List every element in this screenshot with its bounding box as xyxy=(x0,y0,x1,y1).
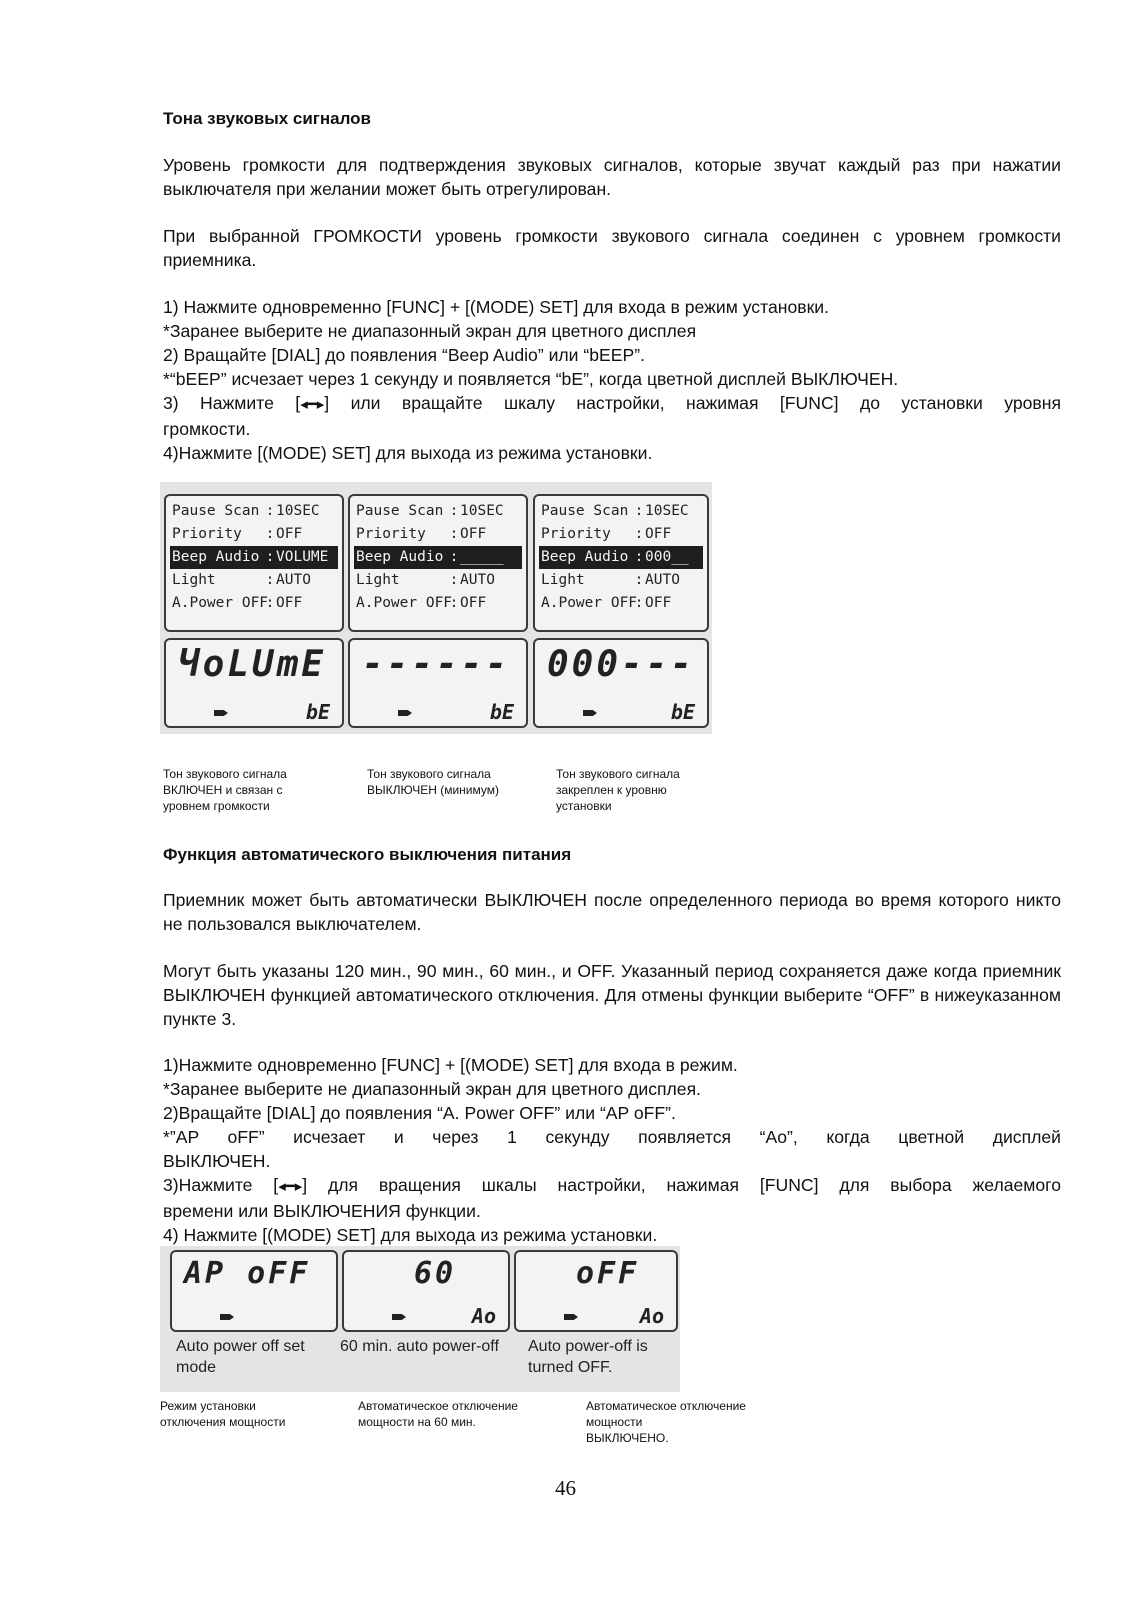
step-line: 3)Нажмите [◂━▸] для вращения шкалы настройки, нажимая [FUNC] для выбора желаемого xyxy=(163,1175,1061,1195)
menu-row: Light : AUTO xyxy=(356,572,495,588)
step-line: 1) Нажмите одновременно [FUNC] + [(MODE) SET] для входа в режим установки. xyxy=(163,297,829,317)
paragraph-auto-off: Приемник может быть автоматически ВЫКЛЮЧЕН после определенного периода во время которого никто не пользовался выключателем. xyxy=(163,890,1061,934)
beep-screens-figure xyxy=(160,482,712,734)
menu-row: Pause Scan : 10SEC xyxy=(541,503,689,519)
steps-auto-off xyxy=(163,1053,1061,1247)
section-heading-beep-tones: Тона звуковых сигналов xyxy=(163,109,372,128)
paragraph-beep-volume: Уровень громкости для подтверждения звуковых сигналов, которые звучат каждый раз при нажатии выключателя при желании может быть отрегулирован. xyxy=(163,155,1061,199)
segment-display-2 xyxy=(348,638,528,728)
segment-sub-text: bE xyxy=(670,700,695,724)
step-line: *Заранее выберите не диапазонный экран для цветного дисплея xyxy=(163,321,697,341)
menu-row-selected: Beep Audio : 000__ xyxy=(539,546,703,569)
menu-row: Priority : OFF xyxy=(541,526,672,542)
segment-sub-text: Ao xyxy=(639,1304,664,1328)
step-line: 4) Нажмите [(MODE) SET] для выхода из режима установки. xyxy=(163,1225,658,1245)
menu-row-selected: Beep Audio : _____ xyxy=(354,546,522,569)
segment-display-1 xyxy=(164,638,344,728)
menu-row-selected: Beep Audio : VOLUME xyxy=(170,546,338,569)
segment-main-text: 000--- xyxy=(547,644,696,685)
segment-sub-text: Ao xyxy=(471,1304,496,1328)
paragraph-periods: Могут быть указаны 120 мин., 90 мин., 60 мин., и OFF. Указанный период сохраняется даже когда приемник ВЫКЛЮЧЕН функцией автоматического отключения. Для отмены функции выберите “OFF” в нижеуказанном пункте 3. xyxy=(163,961,1061,1029)
figure-caption-en-2: 60 min. auto power-off xyxy=(340,1338,499,1355)
segment-main-text: ------ xyxy=(362,644,511,685)
caption-beep-2: Тон звукового сигнала ВЫКЛЮЧЕН (минимум) xyxy=(367,767,499,797)
caption-autooff-2: Автоматическое отключение мощности на 60 мин. xyxy=(358,1399,518,1429)
figure-caption-en-3: Auto power-off is turned OFF. xyxy=(528,1338,648,1376)
menu-row: A.Power OFF : OFF xyxy=(172,595,303,611)
segment-main-text: ЧoLUmE xyxy=(178,644,327,685)
caption-beep-3: Тон звукового сигнала закреплен к уровню установки xyxy=(556,767,680,813)
menu-screen-1 xyxy=(164,494,344,632)
menu-row: A.Power OFF : OFF xyxy=(356,595,487,611)
caption-autooff-3: Автоматическое отключение мощности ВЫКЛЮЧЕНО. xyxy=(586,1399,746,1445)
arrow-indicator-icon xyxy=(392,1314,406,1320)
caption-autooff-1: Режим установки отключения мощности xyxy=(160,1399,286,1429)
arrow-indicator-icon xyxy=(398,710,412,716)
segment-display-60 xyxy=(342,1250,510,1332)
steps-beep xyxy=(163,295,1061,465)
menu-row: Light : AUTO xyxy=(541,572,680,588)
figure-caption-en-1: Auto power off set mode xyxy=(176,1338,305,1376)
step-line: времени или ВЫКЛЮЧЕНИЯ функции. xyxy=(163,1201,481,1221)
arrow-indicator-icon xyxy=(564,1314,578,1320)
section-heading-auto-power-off: Функция автоматического выключения питания xyxy=(163,845,572,864)
arrow-indicator-icon xyxy=(583,710,597,716)
step-line: 4)Нажмите [(MODE) SET] для выхода из режима установки. xyxy=(163,443,653,463)
step-line: *“bEEP” исчезает через 1 секунду и появляется “bE”, когда цветной дисплей ВЫКЛЮЧЕН. xyxy=(163,369,899,389)
arrow-indicator-icon xyxy=(214,710,228,716)
left-right-arrow-icon: ◂━▸ xyxy=(278,1178,303,1195)
paragraph-beep-linked: При выбранной ГРОМКОСТИ уровень громкости звукового сигнала соединен с уровнем громкости приемника. xyxy=(163,226,1061,270)
segment-main-text: AP oFF xyxy=(184,1256,311,1291)
segment-sub-text: bE xyxy=(489,700,514,724)
step-line: 2) Вращайте [DIAL] до появления “Beep Audio” или “bEEP”. xyxy=(163,345,645,365)
menu-row: Pause Scan : 10SEC xyxy=(172,503,320,519)
segment-display-3 xyxy=(533,638,709,728)
segment-main-text: 60 xyxy=(414,1256,457,1291)
page-number: 46 xyxy=(555,1476,576,1500)
left-right-arrow-icon: ◂━▸ xyxy=(300,396,325,413)
menu-row: A.Power OFF : OFF xyxy=(541,595,672,611)
step-line: *”AP oFF” исчезает и через 1 секунду появляется “Ao”, когда цветной дисплей xyxy=(163,1127,1061,1147)
menu-screen-3 xyxy=(533,494,709,632)
menu-row: Light : AUTO xyxy=(172,572,311,588)
step-line: громкости. xyxy=(163,419,251,439)
menu-row: Priority : OFF xyxy=(172,526,303,542)
auto-power-off-figure xyxy=(160,1246,680,1392)
menu-screen-2 xyxy=(348,494,528,632)
menu-row: Priority : OFF xyxy=(356,526,487,542)
segment-sub-text: bE xyxy=(305,700,330,724)
step-line: 3) Нажмите [◂━▸] или вращайте шкалу настройки, нажимая [FUNC] до установки уровня xyxy=(163,393,1061,413)
arrow-indicator-icon xyxy=(220,1314,234,1320)
caption-beep-1: Тон звукового сигнала ВКЛЮЧЕН и связан с уровнем громкости xyxy=(163,767,287,813)
step-line: 2)Вращайте [DIAL] до появления “A. Power OFF” или “AP oFF”. xyxy=(163,1103,676,1123)
step-line: 1)Нажмите одновременно [FUNC] + [(MODE) SET] для входа в режим. xyxy=(163,1055,738,1075)
step-line: *Заранее выберите не диапазонный экран для цветного дисплея. xyxy=(163,1079,702,1099)
segment-display-off xyxy=(514,1250,678,1332)
menu-row: Pause Scan : 10SEC xyxy=(356,503,504,519)
segment-main-text: oFF xyxy=(576,1256,640,1291)
segment-display-ap-off xyxy=(170,1250,338,1332)
step-line: ВЫКЛЮЧЕН. xyxy=(163,1151,271,1171)
